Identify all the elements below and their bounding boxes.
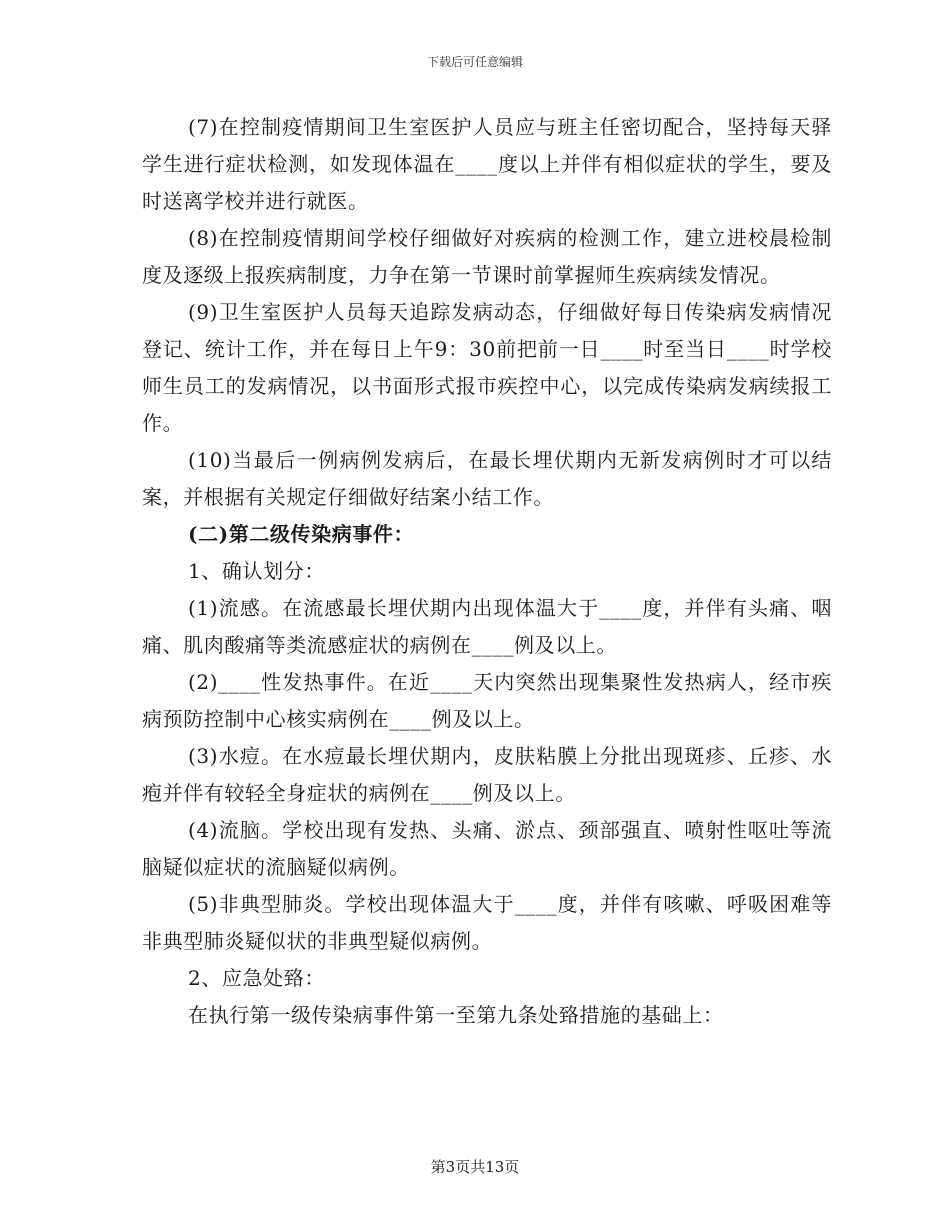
- paragraph-item-7: (7)在控制疫情期间卫生室医护人员应与班主任密切配合，坚持每天驿学生进行症状检测，如发现体温在____度以上并伴有相似症状的学生，要及时送离学校并进行就医。: [142, 115, 832, 213]
- paragraph-item-10: (10)当最后一例病例发病后，在最长埋伏期内无新发病例时才可以结案，并根据有关规定仔细做好结案小结工作。: [142, 448, 832, 509]
- paragraph-item-9: (9)卫生室医护人员每天追踪发病动态，仔细做好每日传染病发病情况登记、统计工作，并在每日上午9：30前把前一日____时至当日____时学校师生员工的发病情况，以书面形式报市疾控中心，以完成传染病发病续报工作。: [142, 300, 832, 435]
- subheading-confirm-classification: 1、确认划分：: [188, 559, 325, 583]
- document-body: [142, 109, 832, 1034]
- paragraph-sars: (5)非典型肺炎。学校出现体温大于____度，并伴有咳嗽、呼吸困难等非典型肺炎疑似状的非典型疑似病例。: [142, 892, 832, 953]
- paragraph-fever-event: (2)____性发热事件。在近____天内突然出现集聚性发热病人，经市疾病预防控制中心核实病例在____例及以上。: [142, 670, 832, 731]
- page-number: 第3页共13页: [430, 1158, 520, 1176]
- subheading-emergency-handling: 2、应急处臵：: [188, 966, 325, 990]
- paragraph-flu: (1)流感。在流感最长埋伏期内出现体温大于____度，并伴有头痛、咽痛、肌肉酸痛等类流感症状的病例在____例及以上。: [142, 596, 832, 657]
- paragraph-handling-basis: 在执行第一级传染病事件第一至第九条处臵措施的基础上：: [188, 1003, 724, 1027]
- paragraph-item-8: (8)在控制疫情期间学校仔细做好对疾病的检测工作，建立进校晨检制度及逐级上报疾病制度，力争在第一节课时前掌握师生疾病续发情况。: [142, 226, 832, 287]
- paragraph-meningitis: (4)流脑。学校出现有发热、头痛、淤点、颈部强直、喷射性呕吐等流脑疑似症状的流脑疑似病例。: [142, 818, 832, 879]
- paragraph-chickenpox: (3)水痘。在水痘最长埋伏期内，皮肤粘膜上分批出现斑疹、丘疹、水疱并伴有较轻全身症状的病例在____例及以上。: [142, 744, 832, 805]
- section-heading-level-2: (二)第二级传染病事件：: [188, 522, 415, 546]
- page-header: 下载后可任意编辑: [426, 55, 523, 69]
